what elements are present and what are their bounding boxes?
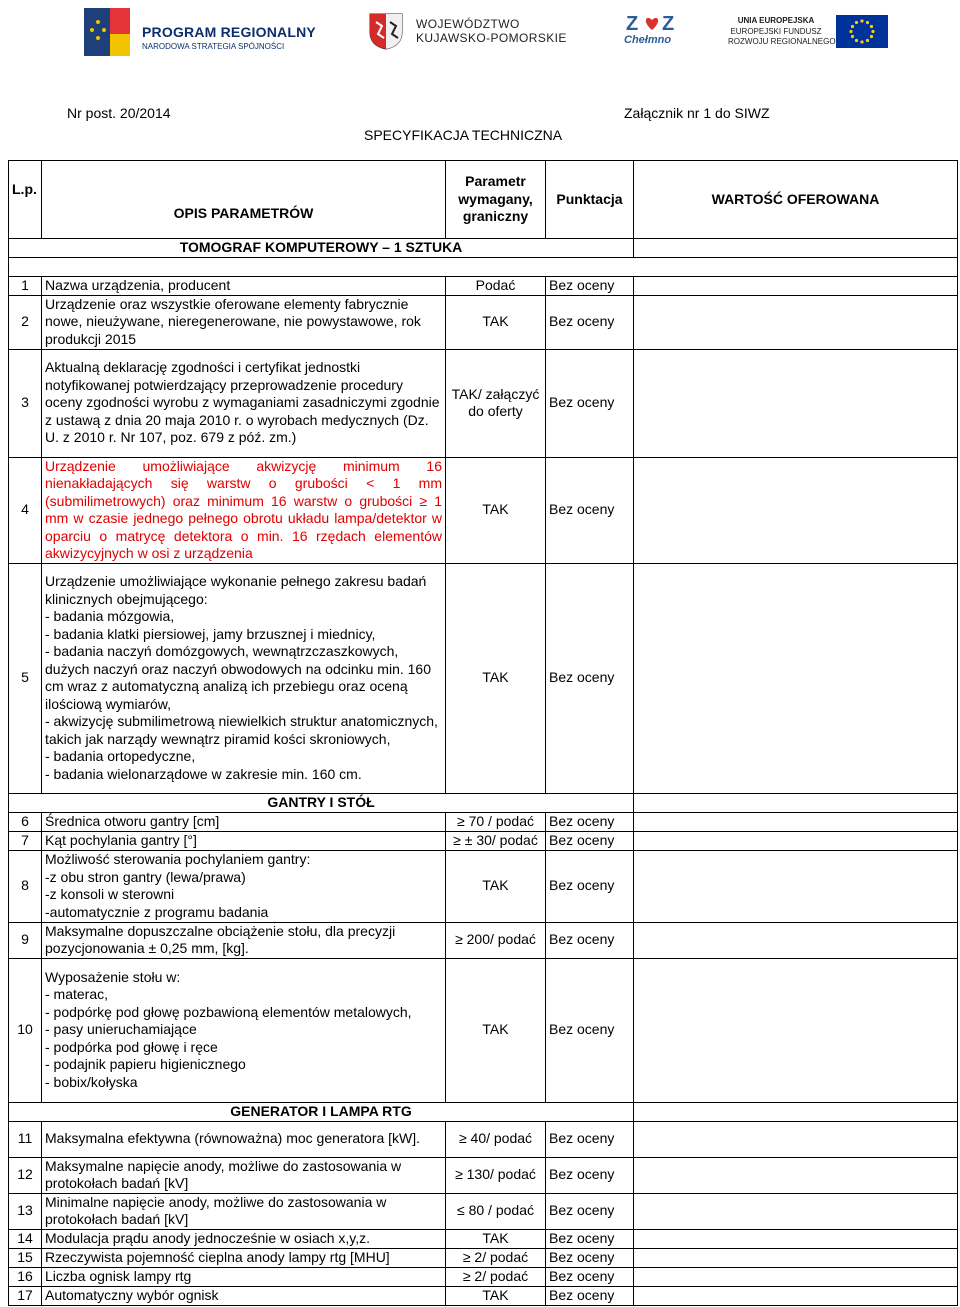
row-required-param: TAK — [446, 295, 546, 349]
row-description: Modulacja prądu anody jednocześnie w osiach x,y,z. — [42, 1229, 446, 1248]
description-line: Możliwość sterowania pochylaniem gantry: — [45, 851, 311, 867]
row-scoring: Bez oceny — [546, 1248, 634, 1267]
description-line: - badania wielonarządowe w zakresie min. 160 cm. — [45, 765, 362, 782]
section-blank — [634, 1102, 958, 1121]
description-line: - materac, — [45, 986, 109, 1003]
row-lp: 15 — [9, 1248, 42, 1267]
table-row — [9, 295, 958, 349]
row-offered-value — [634, 1193, 958, 1229]
document-title: SPECYFIKACJA TECHNICZNA — [364, 127, 563, 143]
description-line: -z obu stron gantry (lewa/prawa) — [45, 868, 246, 885]
row-description — [42, 563, 446, 793]
row-offered-value — [634, 812, 958, 831]
row-lp: 14 — [9, 1229, 42, 1248]
row-description: Minimalne napięcie anody, możliwe do zastosowania w protokołach badań [kV] — [42, 1193, 446, 1229]
row-description: Kąt pochylania gantry [°] — [42, 831, 446, 850]
section-tomograf: TOMOGRAF KOMPUTEROWY – 1 SZTUKA — [9, 239, 634, 258]
rows-body — [9, 277, 958, 1306]
description-line: - badania mózgowia, — [45, 608, 175, 624]
table-row — [9, 922, 958, 958]
row-required-param: ≥ 70 / podać — [446, 812, 546, 831]
row-lp: 3 — [9, 349, 42, 457]
specification-table — [8, 160, 958, 1306]
row-required-param: TAK — [446, 1229, 546, 1248]
eu-logo — [728, 12, 893, 50]
description-line: Urządzenie umożliwiające wykonanie pełnego zakresu badań klinicznych obejmującego: — [45, 573, 427, 607]
wojewodztwo-logo — [368, 12, 578, 52]
row-description — [42, 850, 446, 922]
chelmno-name: Chełmno — [624, 34, 672, 46]
row-lp: 11 — [9, 1121, 42, 1157]
row-description: Automatyczny wybór ognisk — [42, 1286, 446, 1305]
row-scoring: Bez oceny — [546, 1193, 634, 1229]
row-lp: 17 — [9, 1286, 42, 1305]
row-scoring: Bez oceny — [546, 812, 634, 831]
row-offered-value — [634, 277, 958, 296]
row-scoring: Bez oceny — [546, 1286, 634, 1305]
row-offered-value — [634, 457, 958, 563]
row-lp: 7 — [9, 831, 42, 850]
row-description — [42, 958, 446, 1102]
row-description: Urządzenie umożliwiające akwizycję minimum 16 nienakładających się warstw o grubości < 1 mm (submilimetrowych) oraz minimum 16 warstw o grubości ≥ 1 mm w czasie jednego pełnego obrotu układu lampa/detektor w oparciu o matrycę detektora o min. 16 rzędach elementów akwizycyjnych w osi z urządzenia — [42, 457, 446, 563]
row-lp: 12 — [9, 1157, 42, 1193]
row-description: Liczba ognisk lampy rtg — [42, 1267, 446, 1286]
description-line: - podajnik papieru higienicznego — [45, 1056, 246, 1073]
coat-of-arms-icon — [368, 12, 404, 50]
row-scoring: Bez oceny — [546, 563, 634, 793]
col-punktacja-header: Punktacja — [546, 161, 634, 239]
program-regionalny-emblem-icon — [78, 4, 136, 60]
table-row — [9, 1193, 958, 1229]
row-required-param: TAK/ załączyć do oferty — [446, 349, 546, 457]
table-row — [9, 1286, 958, 1305]
section-row — [9, 793, 958, 812]
row-scoring: Bez oceny — [546, 295, 634, 349]
description-line: - badania naczyń domózgowych, wewnątrzczaszkowych, dużych naczyń oraz naczyń obwodowych na odcinku min. 160 cm wraz z automatyczną analizą ich przebiegu oraz oceną ilościową wymiarów, — [45, 643, 431, 712]
row-lp: 13 — [9, 1193, 42, 1229]
table-row — [9, 812, 958, 831]
spacer-row — [9, 258, 958, 277]
table-row — [9, 457, 958, 563]
eu-line2: EUROPEJSKI FUNDUSZ — [730, 27, 822, 36]
row-description: Aktualną deklarację zgodności i certyfikat jednostki notyfikowanej potwierdzający przeprowadzenie procedury oceny zgodności wyrobu z wymaganiami zasadniczymi zgodnie z ustawą z dnia 20 maja 2010 r. o wyrobach medycznych (Dz. U. z 2010 r. Nr 107, poz. 679 z póź. zm.) — [42, 349, 446, 457]
chelmno-logo — [620, 12, 680, 52]
program-title: PROGRAM REGIONALNY — [142, 24, 316, 40]
description-line: - bobix/kołyska — [45, 1073, 138, 1090]
wojewodztwo-line2: KUJAWSKO-POMORSKIE — [416, 31, 567, 45]
row-required-param: ≥ 2/ podać — [446, 1248, 546, 1267]
row-offered-value — [634, 1229, 958, 1248]
row-scoring: Bez oceny — [546, 831, 634, 850]
row-scoring: Bez oceny — [546, 1229, 634, 1248]
row-required-param: TAK — [446, 1286, 546, 1305]
row-offered-value — [634, 922, 958, 958]
table-row — [9, 277, 958, 296]
row-description: Nazwa urządzenia, producent — [42, 277, 446, 296]
eu-flag-icon — [836, 15, 888, 48]
row-offered-value — [634, 349, 958, 457]
section-blank — [634, 793, 958, 812]
description-line: -automatycznie z programu badania — [45, 903, 269, 920]
row-scoring: Bez oceny — [546, 922, 634, 958]
row-offered-value — [634, 1286, 958, 1305]
logo-bar — [0, 0, 960, 65]
row-lp: 10 — [9, 958, 42, 1102]
table-row — [9, 1121, 958, 1157]
row-description: Urządzenie oraz wszystkie oferowane elementy fabrycznie nowe, nieużywane, nieregenerowane, nie powystawowe, rok produkcji 2015 — [42, 295, 446, 349]
description-line: Wyposażenie stołu w: — [45, 968, 181, 985]
row-required-param: ≥ 40/ podać — [446, 1121, 546, 1157]
row-description: Maksymalna efektywna (równoważna) moc generatora [kW]. — [42, 1121, 446, 1157]
col-wartosc-header: WARTOŚĆ OFEROWANA — [634, 161, 958, 239]
description-line: - podpórkę pod głowę pozbawioną elementów metalowych, — [45, 1003, 412, 1020]
description-line: - badania ortopedyczne, — [45, 748, 196, 764]
table-row — [9, 1267, 958, 1286]
row-description: Maksymalne napięcie anody, możliwe do zastosowania w protokołach badań [kV] — [42, 1157, 446, 1193]
row-offered-value — [634, 1267, 958, 1286]
row-required-param: ≥ ± 30/ podać — [446, 831, 546, 850]
row-scoring: Bez oceny — [546, 457, 634, 563]
row-required-param: ≥ 2/ podać — [446, 1267, 546, 1286]
row-required-param: Podać — [446, 277, 546, 296]
spacer-cell — [9, 258, 958, 277]
row-lp: 4 — [9, 457, 42, 563]
table-row — [9, 1248, 958, 1267]
section-generator: GENERATOR I LAMPA RTG — [9, 1102, 634, 1121]
row-lp: 2 — [9, 295, 42, 349]
row-offered-value — [634, 563, 958, 793]
col-lp-header: L.p. — [9, 161, 42, 239]
row-required-param: TAK — [446, 958, 546, 1102]
row-lp: 6 — [9, 812, 42, 831]
col-opis-header: OPIS PARAMETRÓW — [42, 161, 446, 239]
col-param-header: Parametr wymagany, graniczny — [446, 161, 546, 239]
row-scoring: Bez oceny — [546, 850, 634, 922]
program-subtitle: NARODOWA STRATEGIA SPÓJNOŚCI — [142, 42, 285, 51]
eu-line3: ROZWOJU REGIONALNEGO — [728, 37, 836, 46]
row-required-param: TAK — [446, 563, 546, 793]
row-required-param: ≥ 130/ podać — [446, 1157, 546, 1193]
table-header-row — [9, 161, 958, 239]
row-required-param: ≥ 200/ podać — [446, 922, 546, 958]
table-row — [9, 1157, 958, 1193]
row-required-param: TAK — [446, 850, 546, 922]
row-scoring: Bez oceny — [546, 277, 634, 296]
row-lp: 8 — [9, 850, 42, 922]
row-offered-value — [634, 295, 958, 349]
row-offered-value — [634, 958, 958, 1102]
description-line: - akwizycję submilimetrową niewielkich struktur anatomicznych, takich jak narządy wewnątrz piramid kości skroniowych, — [45, 713, 438, 747]
row-scoring: Bez oceny — [546, 1157, 634, 1193]
row-scoring: Bez oceny — [546, 1267, 634, 1286]
program-regionalny-logo — [78, 4, 318, 60]
row-scoring: Bez oceny — [546, 1121, 634, 1157]
description-line: - pasy unieruchamiające — [45, 1021, 197, 1038]
attachment-label: Załącznik nr 1 do SIWZ — [624, 105, 770, 121]
table-row — [9, 1229, 958, 1248]
row-lp: 5 — [9, 563, 42, 793]
section-blank — [634, 239, 958, 258]
section-row — [9, 1102, 958, 1121]
row-lp: 16 — [9, 1267, 42, 1286]
section-row — [9, 239, 958, 258]
heart-icon — [624, 12, 680, 34]
row-required-param: TAK — [446, 457, 546, 563]
svg-text:Z: Z — [662, 13, 675, 34]
row-scoring: Bez oceny — [546, 349, 634, 457]
table-row — [9, 349, 958, 457]
row-offered-value — [634, 1121, 958, 1157]
post-number: Nr post. 20/2014 — [67, 105, 171, 121]
section-gantry: GANTRY I STÓŁ — [9, 793, 634, 812]
description-line: - badania klatki piersiowej, jamy brzusznej i miednicy, — [45, 625, 376, 642]
row-lp: 1 — [9, 277, 42, 296]
description-line: - podpórka pod głowę i ręce — [45, 1038, 218, 1055]
table-row — [9, 831, 958, 850]
row-description: Maksymalne dopuszczalne obciążenie stołu, dla precyzji pozycjonowania ± 0,25 mm, [kg]. — [42, 922, 446, 958]
eu-line1: UNIA EUROPEJSKA — [737, 16, 815, 25]
row-offered-value — [634, 831, 958, 850]
row-required-param: ≤ 80 / podać — [446, 1193, 546, 1229]
description-line: -z konsoli w sterowni — [45, 886, 175, 902]
table-row — [9, 850, 958, 922]
svg-text:Z: Z — [626, 13, 639, 34]
row-offered-value — [634, 1248, 958, 1267]
row-description: Średnica otworu gantry [cm] — [42, 812, 446, 831]
wojewodztwo-line1: WOJEWÓDZTWO — [416, 17, 520, 31]
row-offered-value — [634, 1157, 958, 1193]
row-offered-value — [634, 850, 958, 922]
row-scoring: Bez oceny — [546, 958, 634, 1102]
row-lp: 9 — [9, 922, 42, 958]
table-row — [9, 563, 958, 793]
row-description: Rzeczywista pojemność cieplna anody lampy rtg [MHU] — [42, 1248, 446, 1267]
table-row — [9, 958, 958, 1102]
